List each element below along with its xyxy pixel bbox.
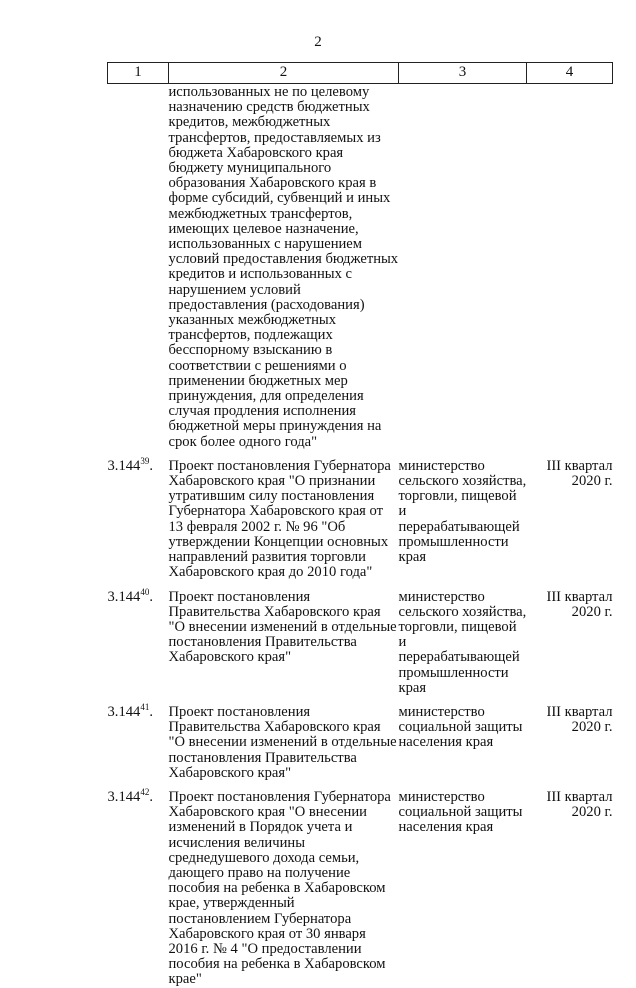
column-header-3: 3 [399, 63, 527, 84]
table-row [108, 581, 613, 696]
plan-table [107, 62, 613, 988]
item-description: Проект постановления Правительства Хабаровского края "О внесении изменений в отдельные постановления Правительства Хабаровского края" [168, 703, 397, 781]
column-header-4: 4 [527, 63, 613, 84]
item-executor: министерство социальной защиты населения края [398, 703, 523, 751]
item-number: 3.144$^{39}$. [107, 456, 153, 474]
item-executor: министерство сельского хозяйства, торговли, пищевой и перерабатывающей промышленности края [398, 588, 527, 696]
item-description: Проект постановления Губернатора Хабаровского края "О признании утратившим силу постановления Губернатора Хабаровского края от 13 февраля 2002 г. № 96 "Об утверждении Концепции основных направлений развития торговли Хабаровского края до 2010 года" [168, 457, 391, 581]
column-header-1: 1 [108, 63, 169, 84]
item-number: 3.144$^{40}$. [107, 586, 153, 605]
item-term: III квартал 2020 г. [546, 703, 613, 736]
table-row [108, 450, 613, 581]
item-number: 3.144$^{42}$. [107, 787, 153, 805]
item-term: III квартал 2020 г. [546, 457, 613, 490]
item-description: Проект постановления Губернатора Хабаровского края "О внесении изменений в Порядок учета и исчисления величины среднедушевого дохода семьи, дающего право на получение пособия на ребенка в Хабаровском крае, утвержденный постановлением Губернатора Хабаровского края от 30 января 2016 г. № 4 "О предоставлении пособия на ребенка в Хабаровском крае" [168, 788, 391, 988]
continuation-row [108, 84, 613, 450]
item-executor: министерство сельского хозяйства, торговли, пищевой и перерабатывающей промышленности края [398, 457, 527, 566]
item-number: 3.144$^{41}$. [107, 702, 153, 720]
page-number: 2 [314, 34, 322, 50]
table-row [108, 781, 613, 988]
table-row [108, 696, 613, 781]
continuation-text: использованных не по целевому назначению средств бюджетных кредитов, межбюджетных трансфертов, предоставляемых из бюджета Хабаровского края бюджету муниципального образования Хабаровского края в форме субсидий, субвенций и иных межбюджетных трансфертов, имеющих целевое назначение, использованных с нарушением условий предоставления бюджетных кредитов и использованных с нарушением условий предоставления (расходования) указанных межбюджетных трансфертов, подлежащих бесспорному взысканию в соответствии с решениями о применении бюджетных мер принуждения, для определения случая продления исполнения бюджетной меры принуждения на срок более одного года" [168, 84, 399, 450]
item-description: Проект постановления Правительства Хабаровского края "О внесении изменений в отдельные постановления Правительства Хабаровского края" [168, 588, 397, 666]
item-term: III квартал 2020 г. [546, 788, 613, 821]
table-header-row [108, 63, 613, 84]
item-executor: министерство социальной защиты населения края [398, 788, 523, 836]
column-header-2: 2 [169, 63, 399, 84]
item-term: III квартал 2020 г. [546, 588, 613, 620]
